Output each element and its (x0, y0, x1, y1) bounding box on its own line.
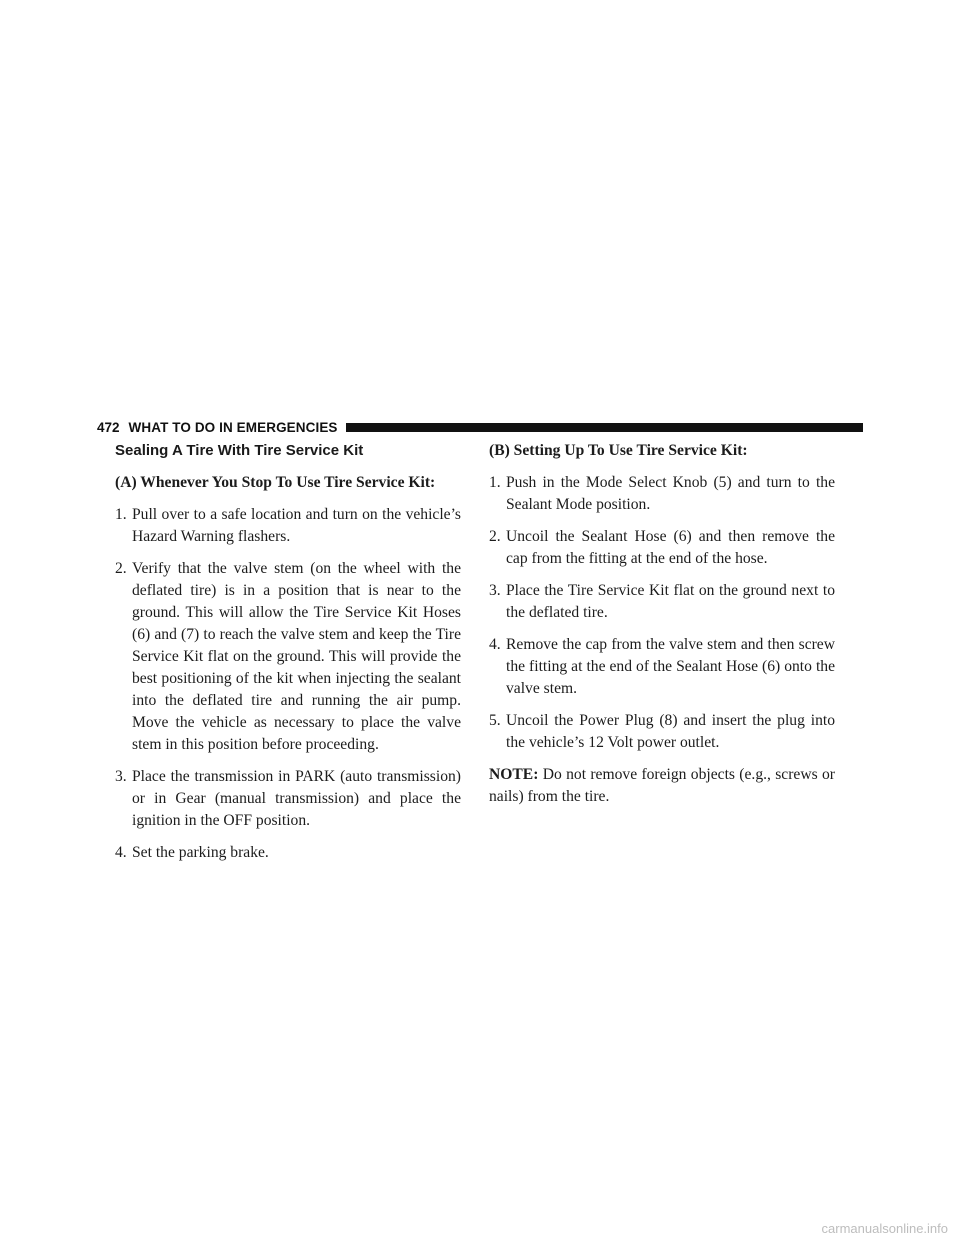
step-text: Place the transmission in PARK (auto transmission) or in Gear (manual transmission) and place the ignition in the OFF position. (132, 768, 461, 829)
page-number: 472 (97, 419, 120, 435)
right-column (489, 440, 835, 808)
list-item (115, 842, 461, 864)
list-item (489, 580, 835, 624)
list-item (115, 504, 461, 548)
step-number: 1. (489, 474, 501, 491)
step-text: Pull over to a safe location and turn on the vehicle’s Hazard Warning flashers. (132, 506, 461, 545)
step-text: Remove the cap from the valve stem and then screw the fitting at the end of the Sealant Hose (6) onto the valve stem. (506, 636, 835, 697)
subheading-b: (B) Setting Up To Use Tire Service Kit: (489, 442, 748, 459)
list-item (115, 558, 461, 756)
step-number: 4. (115, 844, 127, 861)
step-number: 5. (489, 712, 501, 729)
note-text: Do not remove foreign objects (e.g., screws or nails) from the tire. (489, 766, 835, 805)
step-number: 4. (489, 636, 501, 653)
step-text: Uncoil the Sealant Hose (6) and then remove the cap from the fitting at the end of the hose. (506, 528, 835, 567)
note-paragraph (489, 764, 835, 808)
page-header (97, 416, 863, 438)
section-heading: Sealing A Tire With Tire Service Kit (115, 442, 364, 459)
step-text: Uncoil the Power Plug (8) and insert the plug into the vehicle’s 12 Volt power outlet. (506, 712, 835, 751)
step-text: Verify that the valve stem (on the wheel with the deflated tire) is in a position that is near to the ground. This will allow the Tire Service Kit Hoses (6) and (7) to reach the valve stem and keep the Tire Service Kit flat on the ground. This will provide the best positioning of the kit when injecting the sealant into the deflated tire and running the air pump. Move the vehicle as necessary to place the valve stem in this position before proceeding. (132, 560, 461, 753)
steps-list-b (489, 472, 835, 754)
step-number: 3. (489, 582, 501, 599)
list-item (115, 766, 461, 832)
list-item (489, 710, 835, 754)
step-number: 3. (115, 768, 127, 785)
step-number: 2. (489, 528, 501, 545)
step-number: 2. (115, 560, 127, 577)
step-text: Set the parking brake. (132, 844, 269, 861)
step-text: Place the Tire Service Kit flat on the ground next to the deflated tire. (506, 582, 835, 621)
header-rule (346, 423, 863, 432)
list-item (489, 526, 835, 570)
note-label: NOTE: (489, 766, 539, 783)
step-number: 1. (115, 506, 127, 523)
left-column (115, 440, 461, 874)
list-item (489, 472, 835, 516)
steps-list-a (115, 504, 461, 864)
step-text: Push in the Mode Select Knob (5) and turn to the Sealant Mode position. (506, 474, 835, 513)
watermark: carmanualsonline.info (821, 1221, 948, 1236)
subheading-a: (A) Whenever You Stop To Use Tire Service Kit: (115, 474, 436, 491)
list-item (489, 634, 835, 700)
section-title: WHAT TO DO IN EMERGENCIES (128, 419, 338, 435)
